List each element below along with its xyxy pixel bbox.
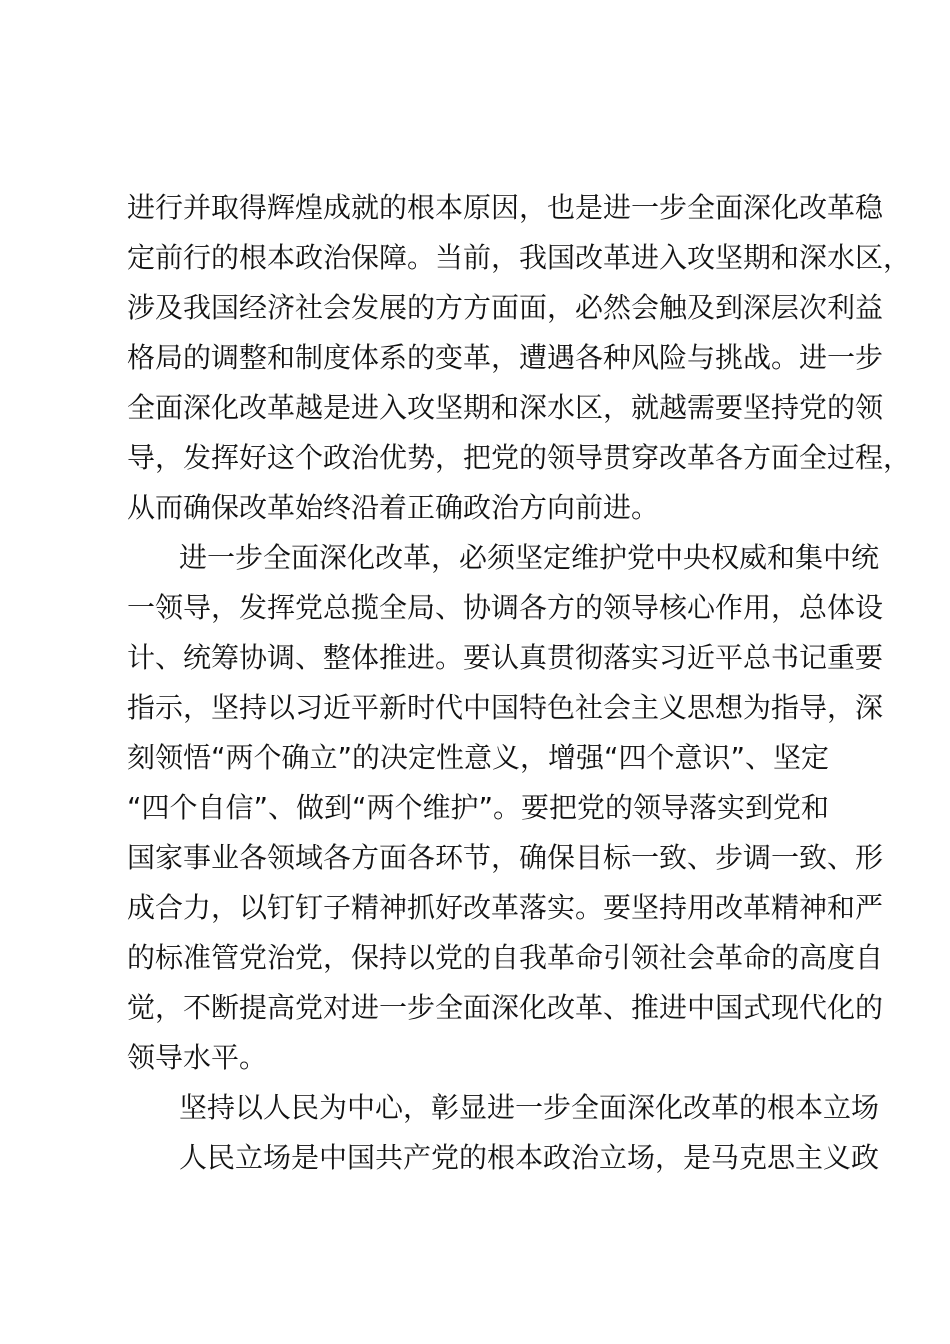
text-line: “四个自信”、做到“两个维护”。要把党的领导落实到党和 xyxy=(127,791,830,824)
text-line: 全面深化改革越是进入攻坚期和深水区，就越需要坚持党的领 xyxy=(127,391,884,424)
text-line: 刻领悟“两个确立”的决定性意义，增强“四个意识”、坚定 xyxy=(127,741,830,774)
text-line: 的标准管党治党，保持以党的自我革命引领社会革命的高度自 xyxy=(127,941,884,974)
text-line: 格局的调整和制度体系的变革，遭遇各种风险与挑战。进一步 xyxy=(127,341,884,374)
text-line: 导，发挥好这个政治优势，把党的领导贯穿改革各方面全过程， xyxy=(127,441,912,474)
section-heading: 坚持以人民为中心，彰显进一步全面深化改革的根本立场 xyxy=(179,1091,880,1124)
text-line: 从而确保改革始终沿着正确政治方向前进。 xyxy=(127,491,660,524)
text-line: 计、统筹协调、整体推进。要认真贯彻落实习近平总书记重要 xyxy=(127,641,884,674)
text-line: 成合力，以钉钉子精神抓好改革落实。要坚持用改革精神和严 xyxy=(127,891,884,924)
text-line: 定前行的根本政治保障。当前，我国改革进入攻坚期和深水区， xyxy=(127,241,912,274)
text-line: 人民立场是中国共产党的根本政治立场，是马克思主义政 xyxy=(179,1141,880,1174)
text-line: 涉及我国经济社会发展的方方面面，必然会触及到深层次利益 xyxy=(127,291,884,324)
text-line: 进行并取得辉煌成就的根本原因，也是进一步全面深化改革稳 xyxy=(127,191,884,224)
text-line: 觉，不断提高党对进一步全面深化改革、推进中国式现代化的 xyxy=(127,991,884,1024)
paragraph xyxy=(127,1133,880,1183)
text-line: 领导水平。 xyxy=(127,1041,268,1074)
text-line: 指示，坚持以习近平新时代中国特色社会主义思想为指导，深 xyxy=(127,691,884,724)
document-body xyxy=(127,183,912,1183)
paragraph xyxy=(127,183,912,533)
text-line: 进一步全面深化改革，必须坚定维护党中央权威和集中统 xyxy=(179,541,880,574)
text-line: 国家事业各领域各方面各环节，确保目标一致、步调一致、形 xyxy=(127,841,884,874)
text-line: 一领导，发挥党总揽全局、协调各方的领导核心作用，总体设 xyxy=(127,591,884,624)
paragraph xyxy=(127,533,884,1083)
